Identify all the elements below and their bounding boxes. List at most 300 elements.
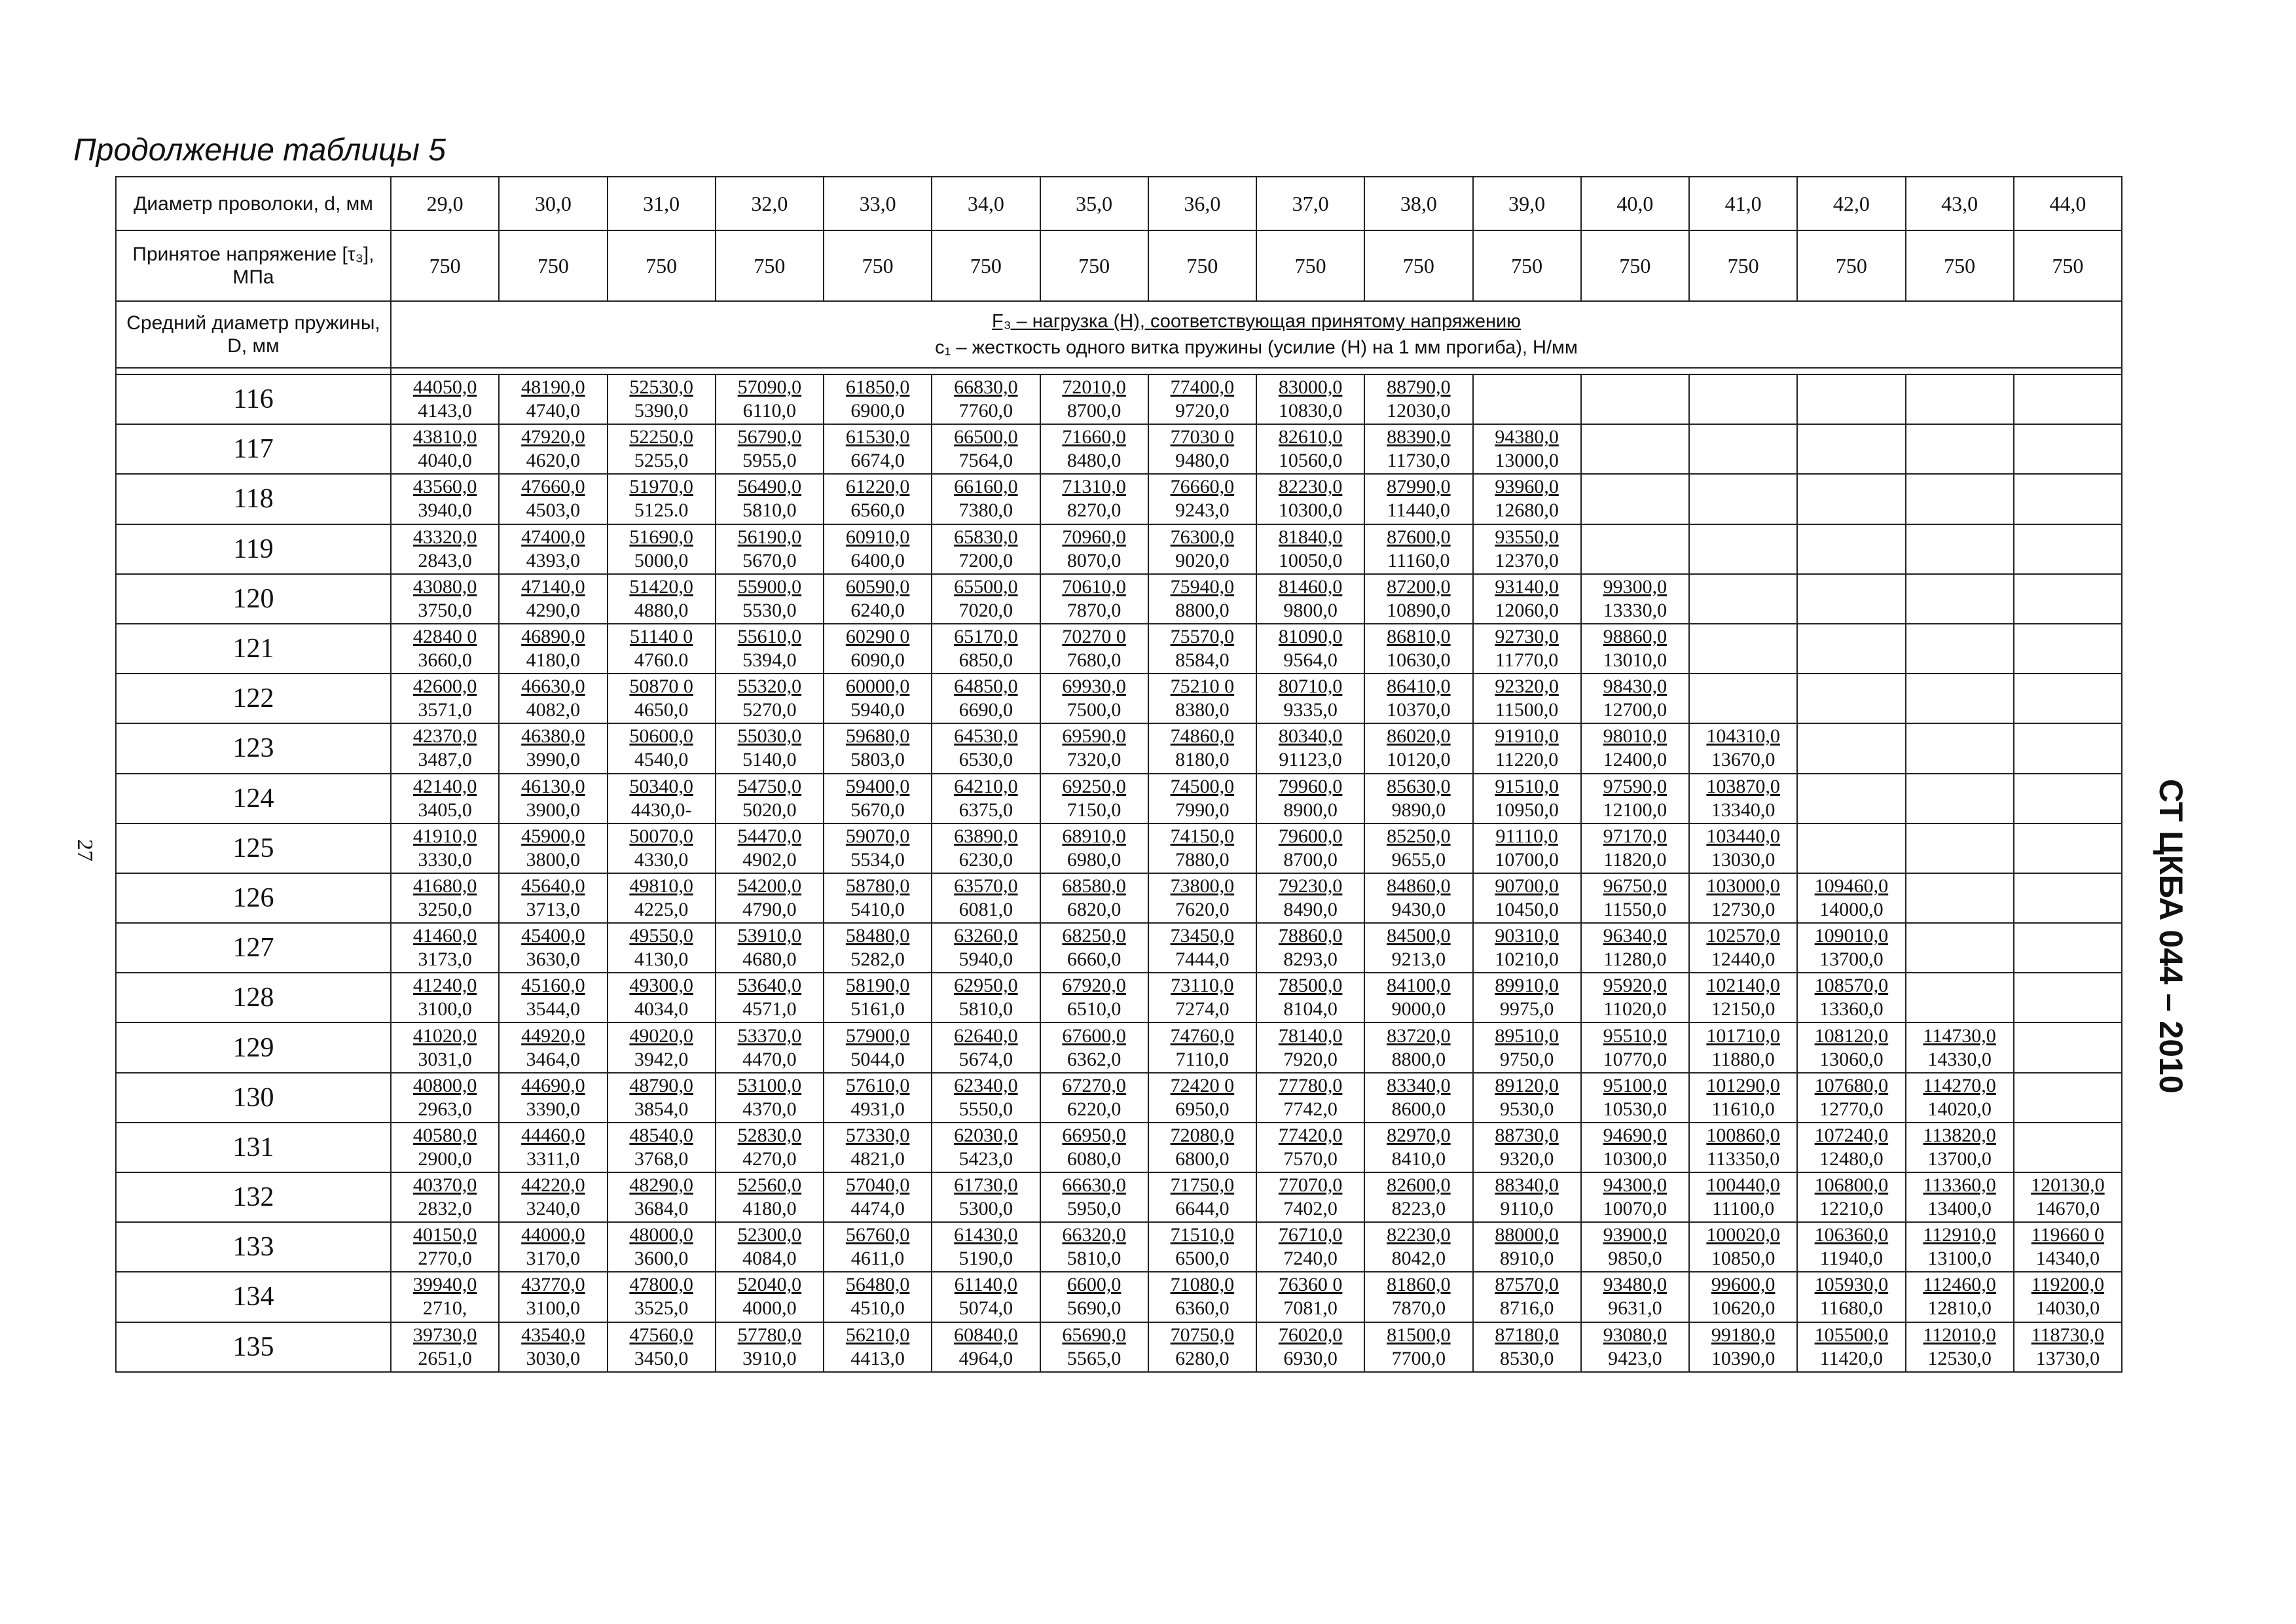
load-value: 65690,0 <box>1062 1324 1126 1346</box>
table-cell <box>1256 574 1364 624</box>
table-cell <box>391 1222 499 1272</box>
load-value: 109460,0 <box>1814 875 1889 897</box>
stiffness-value: 14330,0 <box>1927 1048 1992 1070</box>
load-value: 118730,0 <box>2031 1324 2105 1346</box>
table-cell <box>1148 1322 1256 1372</box>
load-value: 48790,0 <box>629 1074 693 1096</box>
table-cell <box>1581 1322 1689 1372</box>
table-cell <box>824 774 932 823</box>
table-cell <box>1148 424 1256 474</box>
table-cell <box>1689 1123 1797 1172</box>
mean-diameter-value: 131 <box>116 1123 391 1172</box>
load-value: 54470,0 <box>737 825 802 847</box>
table-cell <box>1148 923 1256 973</box>
table-cell <box>1581 1222 1689 1272</box>
table-cell <box>716 374 824 424</box>
load-value: 88390,0 <box>1387 426 1451 448</box>
mean-diameter-value: 124 <box>116 774 391 823</box>
table-cell <box>499 723 607 773</box>
load-value: 42140,0 <box>412 775 477 797</box>
stiffness-value: 7680,0 <box>1066 649 1121 672</box>
table-cell <box>608 1123 716 1172</box>
table-row <box>116 973 2122 1022</box>
stiffness-value: 3240,0 <box>526 1198 581 1220</box>
stiffness-value: 12400,0 <box>1603 749 1667 771</box>
stiffness-value: 10830,0 <box>1278 400 1343 422</box>
table-cell <box>391 624 499 674</box>
load-value: 79600,0 <box>1278 825 1343 847</box>
load-value: 80710,0 <box>1278 676 1343 698</box>
load-value: 53640,0 <box>737 975 802 997</box>
table-cell <box>1797 723 1905 773</box>
table-cell <box>2014 474 2122 524</box>
table-cell <box>499 1272 607 1322</box>
table-cell <box>1040 524 1148 574</box>
table-cell <box>608 524 716 574</box>
load-value: 78140,0 <box>1278 1024 1343 1047</box>
table-cell <box>1473 1022 1581 1072</box>
table-cell <box>716 723 824 773</box>
table-cell <box>608 973 716 1022</box>
load-value: 50870 0 <box>629 676 693 698</box>
stiffness-value: 6240,0 <box>850 599 905 621</box>
load-value: 43540,0 <box>521 1324 585 1346</box>
table-cell <box>1473 1073 1581 1123</box>
stiffness-value: 5955,0 <box>742 450 797 472</box>
stress-value: 750 <box>932 230 1040 301</box>
table-cell <box>1040 574 1148 624</box>
stiffness-value: 3940,0 <box>418 499 472 522</box>
load-value: 81860,0 <box>1387 1274 1451 1296</box>
load-value: 47660,0 <box>521 476 585 498</box>
stiffness-value: 3250,0 <box>418 898 472 920</box>
load-value: 53370,0 <box>737 1024 802 1047</box>
table-cell <box>1689 1222 1797 1272</box>
table-cell <box>824 973 932 1022</box>
table-cell <box>716 774 824 823</box>
stiffness-value: 8800,0 <box>1391 1048 1446 1070</box>
table-cell <box>499 524 607 574</box>
load-value: 101710,0 <box>1706 1024 1780 1047</box>
stiffness-value: 14670,0 <box>2035 1198 2100 1220</box>
table-cell <box>2014 1022 2122 1072</box>
load-value: 63890,0 <box>954 825 1018 847</box>
load-value: 103870,0 <box>1706 775 1780 797</box>
table-cell <box>1689 1022 1797 1072</box>
table-cell <box>1797 823 1905 873</box>
stiffness-value: 4143,0 <box>418 400 472 422</box>
stiffness-value: 4474,0 <box>850 1198 905 1220</box>
table-cell <box>1906 1123 2014 1172</box>
table-cell <box>391 524 499 574</box>
table-cell <box>1148 973 1256 1022</box>
table-cell <box>1473 1272 1581 1322</box>
load-value: 105500,0 <box>1814 1324 1889 1346</box>
stiffness-value: 9110,0 <box>1500 1198 1554 1220</box>
table-cell <box>1256 973 1364 1022</box>
stiffness-value: 3525,0 <box>634 1297 689 1320</box>
stiffness-value: 9564,0 <box>1283 649 1338 672</box>
load-value: 100020,0 <box>1706 1224 1780 1246</box>
table-cell <box>1364 873 1472 923</box>
stiffness-value: 8800,0 <box>1175 599 1230 621</box>
stiffness-value: 4902,0 <box>742 848 797 871</box>
load-value: 56480,0 <box>845 1274 910 1296</box>
load-value: 79960,0 <box>1278 775 1343 797</box>
table-cell <box>1689 474 1797 524</box>
stiffness-value: 9020,0 <box>1175 549 1230 571</box>
stiffness-value: 4084,0 <box>742 1248 797 1270</box>
stiffness-value: 5940,0 <box>850 699 905 721</box>
table-cell <box>1581 1272 1689 1322</box>
mean-diameter-value: 122 <box>116 674 391 723</box>
table-cell <box>1040 774 1148 823</box>
load-value: 77780,0 <box>1278 1074 1343 1096</box>
table-cell <box>608 1322 716 1372</box>
load-value: 102140,0 <box>1706 975 1780 997</box>
stiffness-value: 13400,0 <box>1927 1198 1992 1220</box>
stress-value: 750 <box>1364 230 1472 301</box>
stiffness-value: 5410,0 <box>850 898 905 920</box>
load-value: 44460,0 <box>521 1124 585 1146</box>
stiffness-value: 4620,0 <box>526 450 581 472</box>
wire-diameter-value: 37,0 <box>1256 177 1364 230</box>
table-cell <box>1906 474 2014 524</box>
table-cell <box>1040 1322 1148 1372</box>
wire-diameter-label: Диаметр проволоки, d, мм <box>116 177 391 230</box>
load-value: 46130,0 <box>521 775 585 797</box>
table-cell <box>1148 1222 1256 1272</box>
load-value: 77070,0 <box>1278 1174 1343 1197</box>
stiffness-value: 3910,0 <box>742 1347 797 1369</box>
stiffness-value: 2843,0 <box>418 549 472 571</box>
stiffness-value: 11610,0 <box>1711 1098 1775 1120</box>
table-cell <box>932 923 1040 973</box>
table-cell <box>1148 774 1256 823</box>
load-value: 105930,0 <box>1814 1274 1889 1296</box>
table-cell <box>391 424 499 474</box>
table-cell <box>499 923 607 973</box>
load-value: 92730,0 <box>1495 626 1559 648</box>
mean-diameter-value: 120 <box>116 574 391 624</box>
table-cell <box>391 374 499 424</box>
load-value: 57780,0 <box>737 1324 802 1346</box>
load-value: 86410,0 <box>1387 676 1451 698</box>
table-cell <box>608 574 716 624</box>
load-value: 47140,0 <box>521 575 585 598</box>
load-value: 63570,0 <box>954 875 1018 897</box>
table-cell <box>391 1172 499 1222</box>
table-cell <box>716 574 824 624</box>
stiffness-value: 5300,0 <box>958 1198 1013 1220</box>
stiffness-value: 3942,0 <box>634 1048 689 1070</box>
table-cell <box>1148 873 1256 923</box>
table-cell <box>608 674 716 723</box>
wire-diameter-value: 35,0 <box>1040 177 1148 230</box>
stiffness-value: 7150,0 <box>1066 799 1121 821</box>
table-cell <box>932 1073 1040 1123</box>
stiffness-value: 3768,0 <box>634 1147 689 1170</box>
stiffness-value: 3713,0 <box>526 898 581 920</box>
table-cell <box>1797 374 1905 424</box>
stiffness-legend: c₁ – жесткость одного витка пружины (усилие (Н) на 1 мм прогиба), Н/мм <box>935 337 1578 358</box>
mean-diameter-row <box>116 301 2122 368</box>
table-cell <box>932 1022 1040 1072</box>
load-value: 93140,0 <box>1495 575 1559 598</box>
table-cell <box>932 1172 1040 1222</box>
table-cell <box>2014 973 2122 1022</box>
stiffness-value: 6362,0 <box>1066 1048 1121 1070</box>
table-cell <box>1040 723 1148 773</box>
load-value: 89910,0 <box>1495 975 1559 997</box>
load-value: 48190,0 <box>521 376 585 399</box>
table-cell <box>1906 873 2014 923</box>
table-cell <box>1473 374 1581 424</box>
page-number: 27 <box>73 839 97 861</box>
table-cell <box>2014 774 2122 823</box>
stiffness-value: 6375,0 <box>958 799 1013 821</box>
stiffness-value: 8716,0 <box>1499 1297 1554 1320</box>
stiffness-value: 5803,0 <box>850 749 905 771</box>
stress-value: 750 <box>1473 230 1581 301</box>
stiffness-value: 4680,0 <box>742 948 797 971</box>
stiffness-value: 2710, <box>422 1297 467 1320</box>
stiffness-value: 6090,0 <box>850 649 905 672</box>
stiffness-value: 4760.0 <box>634 649 689 672</box>
stiffness-value: 12680,0 <box>1495 499 1559 522</box>
load-value: 112460,0 <box>1923 1274 1996 1296</box>
stiffness-value: 8070,0 <box>1066 549 1121 571</box>
load-value: 49300,0 <box>629 975 693 997</box>
stiffness-value: 5394,0 <box>742 649 797 672</box>
stiffness-value: 6360,0 <box>1175 1297 1230 1320</box>
table-cell <box>1797 1172 1905 1222</box>
stiffness-value: 5044,0 <box>850 1048 905 1070</box>
load-value: 91510,0 <box>1495 775 1559 797</box>
table-cell <box>1256 524 1364 574</box>
load-value: 94690,0 <box>1603 1124 1667 1146</box>
wire-diameter-value: 33,0 <box>824 177 932 230</box>
stiffness-value: 12100,0 <box>1603 799 1667 821</box>
table-cell <box>1906 1172 2014 1222</box>
stiffness-value: 12060,0 <box>1495 599 1559 621</box>
stiffness-value: 10770,0 <box>1603 1048 1667 1070</box>
table-cell <box>1581 774 1689 823</box>
load-value: 85630,0 <box>1387 775 1451 797</box>
stress-value: 750 <box>608 230 716 301</box>
table-cell <box>824 574 932 624</box>
load-value: 57040,0 <box>845 1174 910 1197</box>
load-value: 81500,0 <box>1387 1324 1451 1346</box>
mean-diameter-value: 132 <box>116 1172 391 1222</box>
stiffness-value: 13000,0 <box>1495 450 1559 472</box>
load-value: 62030,0 <box>954 1124 1018 1146</box>
load-value: 51970,0 <box>629 476 693 498</box>
table-cell <box>1364 1172 1472 1222</box>
table-cell <box>716 873 824 923</box>
load-value: 76300,0 <box>1170 526 1235 548</box>
stress-value: 750 <box>1040 230 1148 301</box>
table-cell <box>1581 923 1689 973</box>
load-value: 53910,0 <box>737 925 802 947</box>
table-cell <box>391 923 499 973</box>
table-cell <box>716 823 824 873</box>
stiffness-value: 4510,0 <box>850 1297 905 1320</box>
stiffness-value: 11220,0 <box>1495 749 1559 771</box>
table-row <box>116 1123 2122 1172</box>
stiffness-value: 9890,0 <box>1391 799 1446 821</box>
load-value: 58480,0 <box>845 925 910 947</box>
load-value: 96340,0 <box>1603 925 1667 947</box>
stiffness-value: 5674,0 <box>958 1048 1013 1070</box>
table-cell <box>716 624 824 674</box>
table-cell <box>1256 1222 1364 1272</box>
stiffness-value: 6280,0 <box>1175 1347 1230 1369</box>
load-value: 67600,0 <box>1062 1024 1126 1047</box>
load-value: 58190,0 <box>845 975 910 997</box>
stiffness-value: 4821,0 <box>850 1147 905 1170</box>
table-cell <box>391 1322 499 1372</box>
load-value: 41910,0 <box>412 825 477 847</box>
table-cell <box>824 1172 932 1222</box>
load-value: 66160,0 <box>954 476 1018 498</box>
table-cell <box>1040 474 1148 524</box>
table-cell <box>1364 1322 1472 1372</box>
table-cell <box>716 1322 824 1372</box>
table-cell <box>932 1272 1040 1322</box>
stress-value: 750 <box>1581 230 1689 301</box>
load-value: 56490,0 <box>737 476 802 498</box>
table-cell <box>1581 574 1689 624</box>
table-cell <box>1040 424 1148 474</box>
table-cell <box>932 1222 1040 1272</box>
stiffness-value: 9631,0 <box>1608 1297 1662 1320</box>
load-value: 96750,0 <box>1603 875 1667 897</box>
table-cell <box>499 474 607 524</box>
table-cell <box>2014 624 2122 674</box>
table-cell <box>824 374 932 424</box>
stiffness-value: 11500,0 <box>1495 699 1559 721</box>
stiffness-value: 7240,0 <box>1283 1248 1338 1270</box>
load-value: 41020,0 <box>412 1024 477 1047</box>
table-cell <box>1473 474 1581 524</box>
mean-diameter-value: 129 <box>116 1022 391 1072</box>
stiffness-value: 10620,0 <box>1711 1297 1776 1320</box>
stiffness-value: 12730,0 <box>1711 898 1776 920</box>
table-cell <box>1364 674 1472 723</box>
load-value: 75210 0 <box>1170 676 1235 698</box>
load-value: 42370,0 <box>412 725 477 748</box>
stiffness-value: 4370,0 <box>742 1098 797 1120</box>
table-cell <box>1581 723 1689 773</box>
table-cell <box>1906 1272 2014 1322</box>
stiffness-value: 6820,0 <box>1066 898 1121 920</box>
table-cell <box>1689 374 1797 424</box>
load-value: 103000,0 <box>1706 875 1780 897</box>
stiffness-value: 5125.0 <box>634 499 689 522</box>
table-cell <box>1148 1123 1256 1172</box>
load-legend: F₃ – нагрузка (Н), соответствующая принятому напряжению <box>992 311 1521 332</box>
table-cell <box>716 1073 824 1123</box>
table-cell <box>499 1022 607 1072</box>
load-value: 77420,0 <box>1278 1124 1343 1146</box>
stiffness-value: 5670,0 <box>742 549 797 571</box>
table-cell <box>1689 624 1797 674</box>
table-cell <box>2014 424 2122 474</box>
table-cell <box>1797 524 1905 574</box>
load-value: 68580,0 <box>1062 875 1126 897</box>
stiffness-value: 3173,0 <box>418 948 472 971</box>
stiffness-value: 3100,0 <box>418 998 472 1020</box>
stiffness-value: 5270,0 <box>742 699 797 721</box>
stiffness-value: 4180,0 <box>742 1198 797 1220</box>
table-cell <box>1689 524 1797 574</box>
table-cell <box>1256 624 1364 674</box>
table-row <box>116 1073 2122 1123</box>
stiffness-value: 10390,0 <box>1711 1347 1776 1369</box>
load-value: 56760,0 <box>845 1224 910 1246</box>
table-cell <box>716 1272 824 1322</box>
load-value: 84500,0 <box>1387 925 1451 947</box>
stress-value: 750 <box>1689 230 1797 301</box>
table-cell <box>1364 524 1472 574</box>
stiffness-value: 3684,0 <box>634 1198 689 1220</box>
table-cell <box>1364 574 1472 624</box>
stiffness-value: 7880,0 <box>1175 848 1230 871</box>
table-cell <box>1148 823 1256 873</box>
table-cell <box>1473 873 1581 923</box>
load-value: 52560,0 <box>737 1174 802 1197</box>
table-cell <box>2014 1172 2122 1222</box>
load-value: 57610,0 <box>845 1074 910 1096</box>
table-cell <box>1689 823 1797 873</box>
load-value: 93480,0 <box>1603 1274 1667 1296</box>
stiffness-value: 14340,0 <box>2035 1248 2100 1270</box>
table-cell <box>499 774 607 823</box>
stiffness-value: 10450,0 <box>1495 898 1559 920</box>
load-value: 41240,0 <box>412 975 477 997</box>
table-cell <box>1040 873 1148 923</box>
table-cell <box>1256 1022 1364 1072</box>
table-cell <box>932 723 1040 773</box>
stiffness-value: 13700,0 <box>1927 1147 1992 1170</box>
load-value: 51690,0 <box>629 526 693 548</box>
stiffness-value: 9320,0 <box>1499 1147 1554 1170</box>
stiffness-value: 9480,0 <box>1175 450 1230 472</box>
stiffness-value: 3030,0 <box>526 1347 581 1369</box>
stiffness-value: 113350,0 <box>1706 1147 1780 1170</box>
stiffness-value: 10630,0 <box>1387 649 1451 672</box>
stiffness-value: 6081,0 <box>958 898 1013 920</box>
load-value: 83340,0 <box>1387 1074 1451 1096</box>
load-value: 86810,0 <box>1387 626 1451 648</box>
table-cell <box>824 1222 932 1272</box>
stiffness-value: 13010,0 <box>1603 649 1667 672</box>
load-value: 45400,0 <box>521 925 585 947</box>
load-value: 66950,0 <box>1062 1124 1126 1146</box>
load-value: 73110,0 <box>1171 975 1234 997</box>
stress-value: 750 <box>1797 230 1905 301</box>
load-value: 102570,0 <box>1706 925 1780 947</box>
load-value: 42600,0 <box>412 676 477 698</box>
stiffness-value: 3544,0 <box>526 998 581 1020</box>
load-value: 60590,0 <box>845 575 910 598</box>
table-cell <box>1689 1272 1797 1322</box>
stiffness-value: 8480,0 <box>1066 450 1121 472</box>
table-cell <box>1473 1172 1581 1222</box>
load-value: 93080,0 <box>1603 1324 1667 1346</box>
table-row <box>116 574 2122 624</box>
